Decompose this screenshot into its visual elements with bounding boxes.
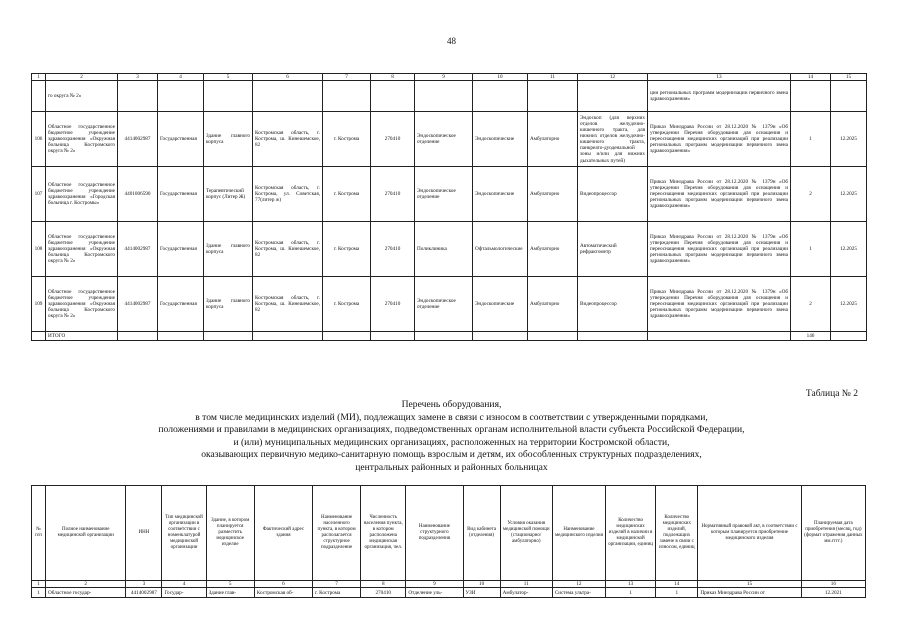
cell-prof: Эндоскопические	[473, 277, 528, 332]
column-index-cell: 8	[371, 74, 415, 81]
table-row	[32, 167, 867, 222]
cell-dept: Эндоскопическое отделение	[415, 112, 473, 167]
cell: Государ-	[162, 588, 206, 598]
cell-act: Приказ Минздрава России от 28.12.2020 № 1379н «Об утверждении Перечня оборудования для оснащения и переоснащения медицинских организаций при реализации региональных программ модернизации первичного звена здравоохранения»	[648, 167, 791, 222]
cell: Отделение уль-	[406, 588, 463, 598]
cell: г. Кострома	[312, 588, 360, 598]
column-index-cell: 11	[528, 74, 578, 81]
cell-date: 12.2025	[831, 277, 867, 332]
column-index-cell: 4	[162, 581, 206, 588]
table-row	[32, 277, 867, 332]
cell-bld: Здание главного корпуса	[204, 222, 253, 277]
cell: 4414002987	[126, 588, 162, 598]
column-index-cell: 7	[312, 581, 360, 588]
column-index-cell: 7	[323, 74, 371, 81]
cell-dept: Эндоскопическое отделение	[415, 167, 473, 222]
cell: Система ультра-	[552, 588, 605, 598]
cont-act: ции региональных программ модернизации первичного звена здравоохранения»	[648, 81, 791, 112]
column-index-cell: 16	[801, 581, 865, 588]
column-header: Количество медицинских изделий, подлежащих замене в связи с износом, единиц	[656, 486, 698, 581]
cell-act: Приказ Минздрава России от 28.12.2020 № 1379н «Об утверждении Перечня оборудования для оснащения и переоснащения медицинских организаций при реализации региональных программ модернизации первичного звена здравоохранения»	[648, 222, 791, 277]
column-index-cell: 1	[32, 74, 46, 81]
cell-type: Государственная	[158, 277, 204, 332]
cell-city: г. Кострома	[323, 277, 371, 332]
column-header: Наименование населенного пункта, в котором располагается структурное подразделение	[312, 486, 360, 581]
cell-org: Областное государственное бюджетное учреждение здравоохранения «Окружная больница Костромского округа № 2»	[46, 222, 118, 277]
cell-code: 270410	[371, 277, 415, 332]
cell-prof: Эндоскопические	[473, 167, 528, 222]
cell-n: 107	[32, 167, 46, 222]
title-line: в том числе медицинских изделий (МИ), подлежащих замене в связи с износом в соответствии с утвержденными порядками,	[195, 411, 708, 423]
cell-city: г. Кострома	[323, 167, 371, 222]
cell-cond: Амбулаторно	[528, 112, 578, 167]
title-line: положениями и правилами в медицинских организациях, подведомственных органам исполнительной власти субъекта Российской Федерации,	[158, 424, 745, 436]
cell-inn: 4414002987	[118, 277, 158, 332]
cell-bld: Терапевтический корпус (Литер Ж)	[204, 167, 253, 222]
cell-addr: Костромская область, г. Кострома, ш. Кинешемское, 82	[253, 222, 323, 277]
table-title	[0, 399, 903, 475]
cell-equip: Автоматический рефрактометр	[578, 222, 648, 277]
column-index-cell: 2	[46, 74, 118, 81]
cell-date: 12.2025	[831, 167, 867, 222]
cell: УЗИ	[463, 588, 500, 598]
column-index-cell: 10	[463, 581, 500, 588]
title-line: Перечень оборудования,	[401, 399, 502, 410]
cell-inn: 4414002987	[118, 112, 158, 167]
column-header: Количество медицинских изделий в наличии в медицинской организации, единиц	[606, 486, 656, 581]
cell-addr: Костромская область, г. Кострома, ш. Кинешемское, 82	[253, 112, 323, 167]
column-header: № п/п	[32, 486, 46, 581]
column-index-cell: 12	[552, 581, 605, 588]
cell-prof: Эндоскопические	[473, 112, 528, 167]
column-header: Наименование структурного подразделения	[406, 486, 463, 581]
total-label: ИТОГО	[46, 332, 118, 341]
cell: 270410	[361, 588, 406, 598]
column-index-cell: 13	[648, 74, 791, 81]
cell-dept: Эндоскопическое отделение	[415, 277, 473, 332]
cell-act: Приказ Минздрава России от 28.12.2020 № 1379н «Об утверждении Перечня оборудования для оснащения и переоснащения медицинских организаций при реализации региональных программ модернизации первичного звена здравоохранения»	[648, 112, 791, 167]
column-header: Нормативный правовой акт, в соответствии с которым планируется приобретение медицинского изделия	[698, 486, 801, 581]
header-row	[32, 486, 866, 581]
cell-org: Областное государственное бюджетное учреждение здравоохранения «Окружная больница Костромского округа № 2»	[46, 277, 118, 332]
column-header: Здание, в котором планируется разместить медицинское изделие	[206, 486, 254, 581]
column-index-cell: 3	[126, 581, 162, 588]
cell-org: Областное государственное бюджетное учреждение здравоохранения «Окружная больница Костромского округа № 2»	[46, 112, 118, 167]
cell-bld: Здание главного корпуса	[204, 277, 253, 332]
cell: 1	[32, 588, 46, 598]
column-index-cell: 10	[473, 74, 528, 81]
cell-date: 12.2025	[831, 222, 867, 277]
column-index-cell: 1	[32, 581, 46, 588]
continuation-row	[32, 81, 867, 112]
column-index-cell: 14	[656, 581, 698, 588]
column-header: Полное наименование медицинской организации	[46, 486, 126, 581]
column-index-cell: 3	[118, 74, 158, 81]
cell-type: Государственная	[158, 167, 204, 222]
cell-addr: Костромская область, г. Кострома, ш. Кинешемское, 82	[253, 277, 323, 332]
column-index-cell: 14	[791, 74, 831, 81]
equipment-table-2	[31, 485, 866, 598]
cell-act: Приказ Минздрава России от 28.12.2020 № 1379н «Об утверждении Перечня оборудования для оснащения и переоснащения медицинских организаций при реализации региональных программ модернизации первичного звена здравоохранения»	[648, 277, 791, 332]
column-header: Фактический адрес здания	[254, 486, 312, 581]
equipment-table-1	[31, 73, 867, 341]
cell-code: 270410	[371, 222, 415, 277]
cell: Приказ Минздрава России от	[698, 588, 801, 598]
cell: Костромская об-	[254, 588, 312, 598]
cell-equip: Эндоскоп (для верхних отделов желудочно-кишечного тракта, для нижних отделов желудочно-кишечного тракта, панкреато-дуоденальной зоны и/или для нижних дыхательных путей)	[578, 112, 648, 167]
table-row	[32, 112, 867, 167]
cell-code: 270410	[371, 112, 415, 167]
title-line: и (или) муниципальных медицинских организациях, расположенных на территории Костромской области,	[233, 436, 670, 448]
column-index-cell: 13	[606, 581, 656, 588]
total-value: 146	[791, 332, 831, 341]
table-label: Таблица № 2	[805, 389, 858, 399]
cell-type: Государственная	[158, 222, 204, 277]
column-header: ИНН	[126, 486, 162, 581]
cell-qty: 1	[791, 112, 831, 167]
column-index-cell: 15	[831, 74, 867, 81]
cell: 12.2021	[801, 588, 865, 598]
column-index-row	[32, 74, 867, 81]
title-line: центральных районных и районных больницах	[355, 461, 548, 473]
total-row	[32, 332, 867, 341]
table-row	[32, 588, 866, 598]
cell-qty: 1	[791, 222, 831, 277]
column-index-cell: 15	[698, 581, 801, 588]
cell-equip: Видеопроцессор	[578, 277, 648, 332]
cell: Областное государ-	[46, 588, 126, 598]
cell-qty: 2	[791, 167, 831, 222]
cell-bld: Здание главного корпуса	[204, 112, 253, 167]
cell: Амбулатор-	[500, 588, 552, 598]
cell-n: 109	[32, 277, 46, 332]
cell-city: г. Кострома	[323, 222, 371, 277]
cell-n: 108	[32, 222, 46, 277]
cont-org: го округа № 2»	[46, 81, 118, 112]
column-index-cell: 5	[206, 581, 254, 588]
cell-addr: Костромская область, г. Кострома, ул. Советская, 77(литер ж)	[253, 167, 323, 222]
column-index-cell: 6	[254, 581, 312, 588]
cell-city: г. Кострома	[323, 112, 371, 167]
column-header: Наименование медицинского изделия	[552, 486, 605, 581]
cell-inn: 4414002987	[118, 222, 158, 277]
cell-cond: Амбулаторно	[528, 222, 578, 277]
column-header: Планируемая дата приобретения (месяц, год) (формат отражения данных мм.гггг.)	[801, 486, 865, 581]
column-index-cell: 2	[46, 581, 126, 588]
column-index-row	[32, 581, 866, 588]
cell-equip: Видеопроцессор	[578, 167, 648, 222]
column-index-cell: 5	[204, 74, 253, 81]
cell-type: Государственная	[158, 112, 204, 167]
column-index-cell: 11	[500, 581, 552, 588]
column-header: Численность населения пункта, в котором расположена медицинская организация, чел.	[361, 486, 406, 581]
column-index-cell: 9	[415, 74, 473, 81]
cell-code: 270410	[371, 167, 415, 222]
cell-cond: Амбулаторно	[528, 277, 578, 332]
cell-cond: Амбулаторно	[528, 167, 578, 222]
page-number: 48	[447, 36, 456, 46]
cell: Здание глав-	[206, 588, 254, 598]
cell-dept: Поликлиника	[415, 222, 473, 277]
table-row	[32, 222, 867, 277]
column-header: Тип медицинской организации в соответствии с номенклатурой медицинской организации	[162, 486, 206, 581]
column-header: Условия оказания медицинской помощи (стационарно/амбулаторно)	[500, 486, 552, 581]
column-index-cell: 8	[361, 581, 406, 588]
column-index-cell: 4	[158, 74, 204, 81]
cell-inn: 4401006590	[118, 167, 158, 222]
cell-qty: 2	[791, 277, 831, 332]
column-header: Вид кабинета (отделения)	[463, 486, 500, 581]
cell-date: 12.2025	[831, 112, 867, 167]
column-index-cell: 9	[406, 581, 463, 588]
column-index-cell: 12	[578, 74, 648, 81]
cell: 1	[606, 588, 656, 598]
cell: 1	[656, 588, 698, 598]
cell-prof: Офтальмологические	[473, 222, 528, 277]
cell-n: 106	[32, 112, 46, 167]
title-line: оказывающих первичную медико-санитарную помощь взрослым и детям, их обособленных структурных подразделениях,	[201, 449, 702, 461]
column-index-cell: 6	[253, 74, 323, 81]
cell-org: Областное государственное бюджетное учреждение здравоохранения «Городская больница г. Костромы»	[46, 167, 118, 222]
